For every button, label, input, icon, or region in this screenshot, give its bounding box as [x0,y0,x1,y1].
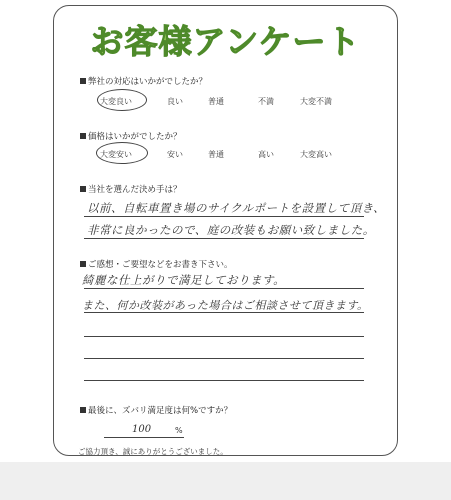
question-4-label: ご感想・ご要望などをお書き下さい。 [88,260,233,270]
question-2-label: 価格はいかがでしたか？ [88,132,182,142]
satisfaction-value: 100 [132,424,152,435]
square-bullet-icon [80,261,86,267]
q2-option-2[interactable]: 安い [167,150,183,159]
answer-rule [84,238,364,239]
square-bullet-icon [80,186,86,192]
answer-rule [84,358,364,359]
selected-circle-q2 [96,142,148,164]
answer-rule [84,380,364,381]
question-1 [80,75,207,87]
answer-rule [84,336,364,337]
survey-card [53,5,398,456]
q1-option-1[interactable]: 大変良い [100,97,132,106]
q4-answer-line-2: また、何か改装があった場合はご相談させて頂きます。 [82,299,369,312]
question-4 [80,258,233,270]
question-5-label: 最後に、ズバリ満足度は何%ですか？ [88,406,233,416]
q2-option-1[interactable]: 大変安い [100,150,132,159]
square-bullet-icon [80,407,86,413]
square-bullet-icon [80,133,86,139]
selected-circle-q1 [97,89,147,111]
thank-you-note: ご協力頂き、誠にありがとうございました。 [78,447,228,456]
q1-option-3[interactable]: 普通 [208,97,224,106]
q3-answer-line-2: 非常に良かったので、庭の改装もお願い致しました。 [87,223,375,237]
question-3 [80,183,182,195]
question-2 [80,130,182,142]
q3-answer-line-1: 以前、自転車置き場のサイクルポートを設置して頂き、 [87,201,386,215]
square-bullet-icon [80,78,86,84]
survey-title: お客様アンケート [90,22,361,61]
satisfaction-rule [104,437,184,438]
q4-answer-line-1: 綺麗な仕上がりで満足しております。 [82,273,286,287]
q2-option-3[interactable]: 普通 [208,150,224,159]
q2-option-5[interactable]: 大変高い [300,150,332,159]
answer-rule [84,288,364,289]
question-3-label: 当社を選んだ決め手は？ [88,185,182,195]
answer-rule [84,216,364,217]
question-5 [80,404,232,416]
percent-sign: % [175,426,183,435]
bottom-band [0,462,451,500]
q1-option-4[interactable]: 不満 [258,97,274,106]
q1-option-2[interactable]: 良い [167,97,183,106]
q2-option-4[interactable]: 高い [258,150,274,159]
question-1-label: 弊社の対応はいかがでしたか？ [88,77,208,87]
answer-rule [84,312,364,313]
q1-option-5[interactable]: 大変不満 [300,97,332,106]
